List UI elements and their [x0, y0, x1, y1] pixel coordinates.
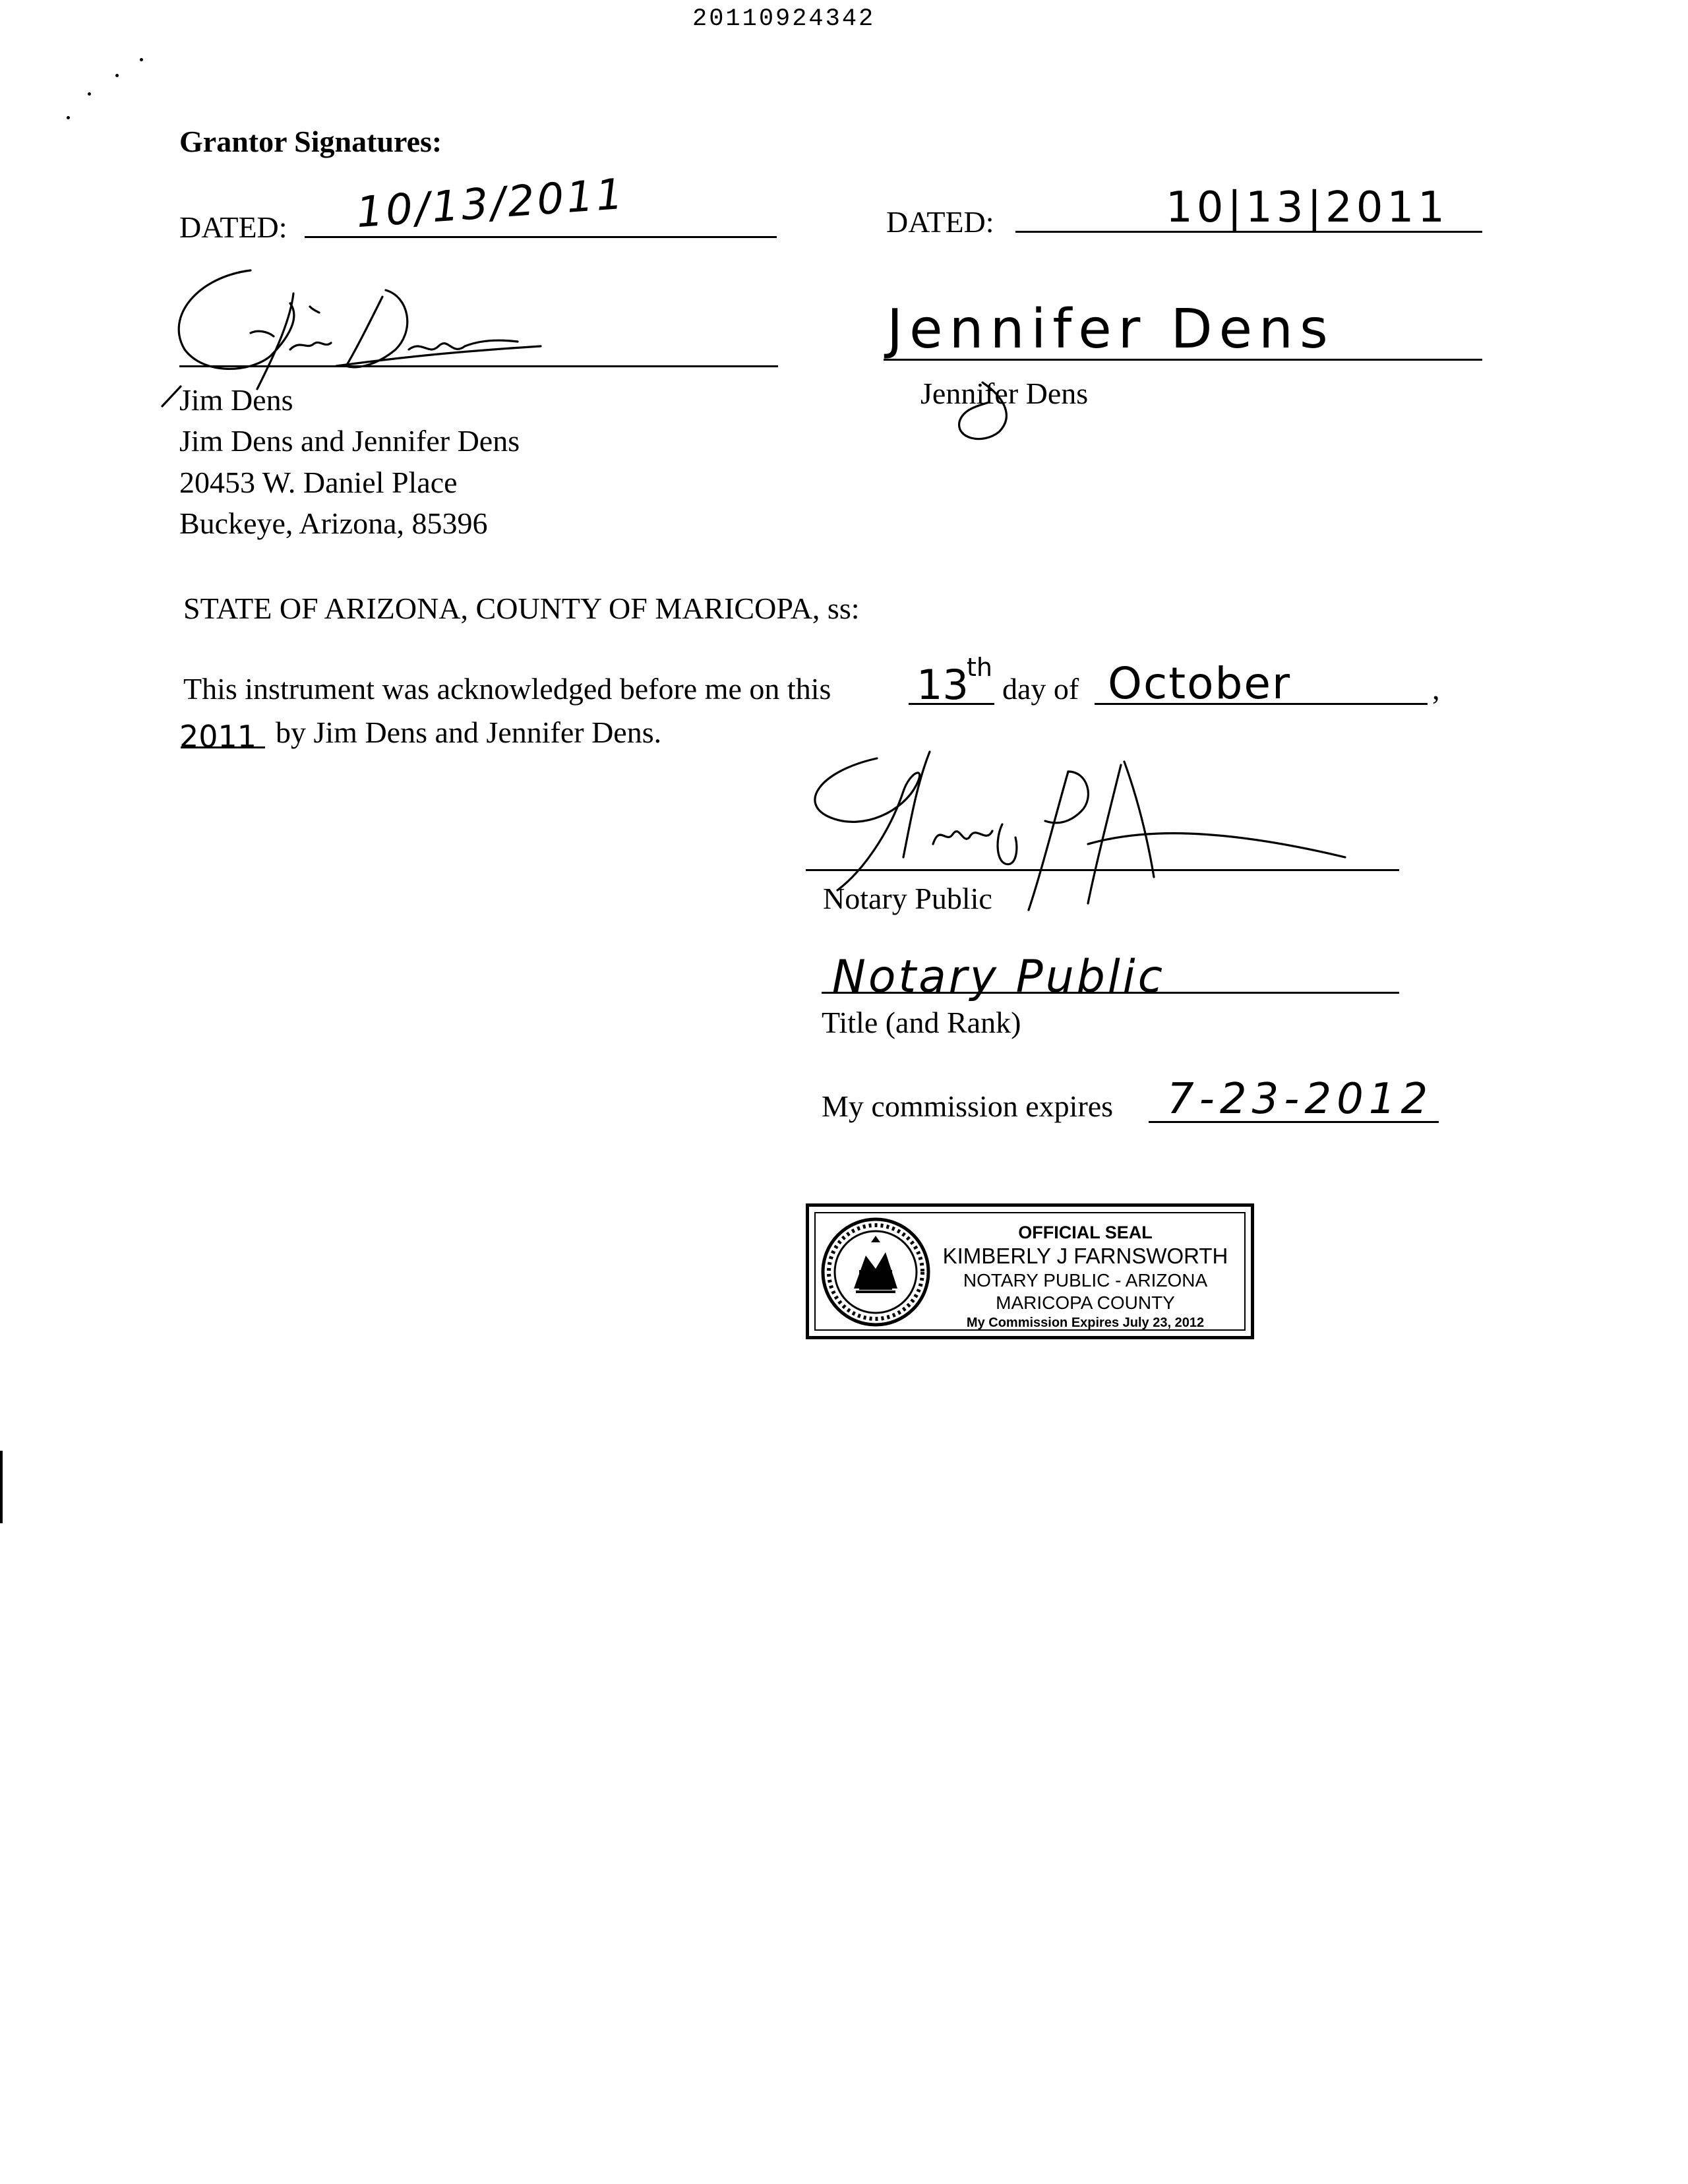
year-value: 2011: [179, 719, 257, 754]
month-value: October: [1108, 658, 1292, 709]
arizona-state-seal-emblem: [820, 1216, 932, 1328]
address-line-1: Jim Dens and Jennifer Dens: [179, 424, 520, 458]
dated-value-left: 10/13/2011: [354, 169, 627, 238]
seal-line-notary: NOTARY PUBLIC - ARIZONA: [963, 1270, 1208, 1290]
dated-value-right: 10|13|2011: [1166, 183, 1449, 232]
scan-edge-mark: [0, 1451, 3, 1523]
signature-line-left: [179, 365, 778, 367]
address-line-2: 20453 W. Daniel Place: [179, 466, 458, 499]
scan-speck: [115, 74, 119, 77]
seal-line-expiry: My Commission Expires July 23, 2012: [966, 1316, 1205, 1330]
jim-dens-signature: [158, 257, 567, 402]
day-suffix: th: [967, 653, 992, 682]
printed-name-left: Jim Dens: [179, 383, 293, 417]
grantor-signatures-heading: Grantor Signatures:: [179, 125, 442, 158]
scan-speck: [67, 116, 70, 119]
commission-expires-label: My commission expires: [822, 1089, 1114, 1123]
seal-line-name: KIMBERLY J FARNSWORTH: [942, 1244, 1228, 1268]
scan-speck: [140, 58, 143, 61]
commission-expires-value: 7-23-2012: [1167, 1075, 1433, 1124]
signature-line-right: [884, 359, 1482, 361]
address-line-3: Buckeye, Arizona, 85396: [179, 506, 488, 540]
title-rank-label: Title (and Rank): [822, 1006, 1021, 1039]
title-line: [822, 992, 1399, 994]
day-value: 13: [917, 661, 969, 709]
dated-line-left: [305, 236, 777, 238]
acknowledgment-line-2: by Jim Dens and Jennifer Dens.: [276, 715, 662, 749]
jennifer-dens-signature: Jennifer Dens: [887, 298, 1335, 361]
seal-line-county: MARICOPA COUNTY: [996, 1292, 1175, 1313]
signature-flourish: [943, 376, 1035, 448]
day-of-label: day of: [1002, 672, 1079, 706]
printed-name-right: Jennifer Dens: [920, 377, 1089, 410]
notary-public-label: Notary Public: [823, 882, 992, 915]
notary-signature-line: [806, 869, 1399, 871]
venue-statement: STATE OF ARIZONA, COUNTY OF MARICOPA, ss:: [183, 592, 860, 625]
scan-speck: [88, 92, 91, 96]
dated-label-left: DATED:: [179, 210, 287, 244]
official-seal-stamp: [806, 1203, 1254, 1339]
acknowledgment-line-1: This instrument was acknowledged before me on this: [183, 672, 831, 706]
seal-line-official: OFFICIAL SEAL: [1018, 1223, 1153, 1242]
notary-title-value: Notary Public: [832, 951, 1166, 1003]
document-number: 20110924342: [692, 5, 876, 33]
month-comma: ,: [1432, 672, 1440, 706]
dated-label-right: DATED:: [886, 205, 994, 239]
